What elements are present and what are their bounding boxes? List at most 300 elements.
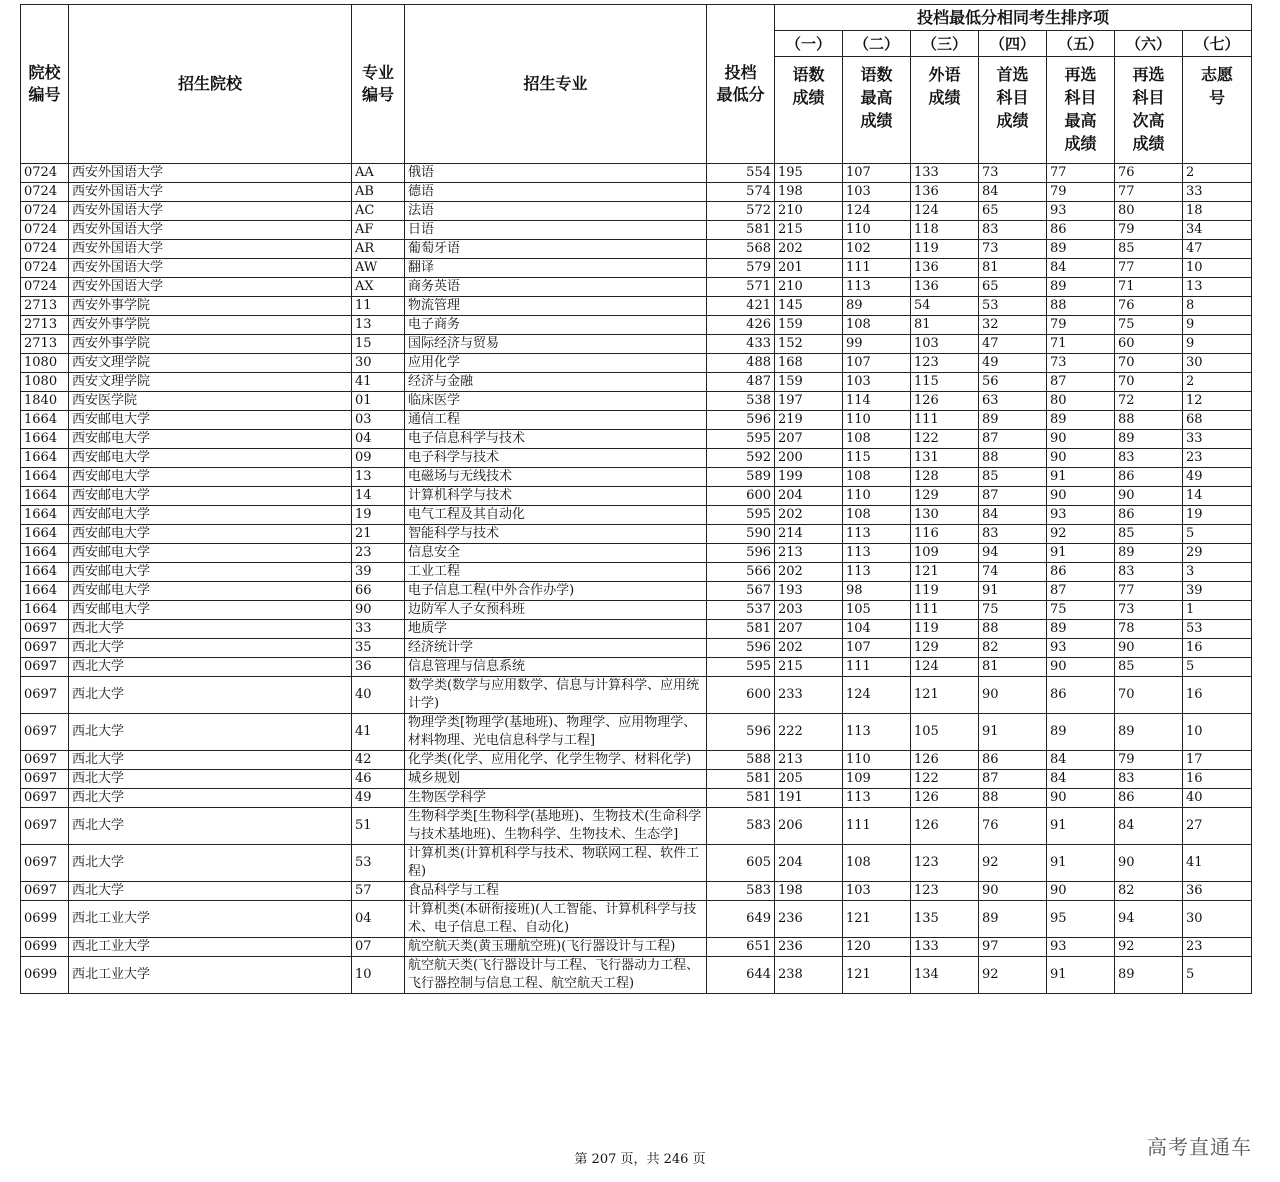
min-score-cell: 574 bbox=[707, 183, 775, 202]
major-name-cell: 通信工程 bbox=[405, 411, 707, 430]
tiebreak-4-cell: 73 bbox=[979, 240, 1047, 259]
tiebreak-3-cell: 126 bbox=[911, 789, 979, 808]
major-name-cell: 电磁场与无线技术 bbox=[405, 468, 707, 487]
major-code-cell: AR bbox=[352, 240, 405, 259]
table-row bbox=[21, 957, 1252, 994]
school-name-cell: 西安邮电大学 bbox=[69, 449, 352, 468]
table-row bbox=[21, 582, 1252, 601]
tiebreak-4-cell: 90 bbox=[979, 677, 1047, 714]
tiebreak-7-cell: 3 bbox=[1183, 563, 1252, 582]
major-code-cell: 66 bbox=[352, 582, 405, 601]
tiebreak-1-cell: 207 bbox=[775, 430, 843, 449]
tiebreak-7-cell: 2 bbox=[1183, 164, 1252, 183]
tiebreak-3-cell: 116 bbox=[911, 525, 979, 544]
school-code-cell: 1664 bbox=[21, 468, 69, 487]
tiebreak-7-cell: 17 bbox=[1183, 751, 1252, 770]
min-score-cell: 581 bbox=[707, 789, 775, 808]
tiebreak-5-cell: 87 bbox=[1047, 373, 1115, 392]
tiebreak-1-cell: 215 bbox=[775, 221, 843, 240]
table-row bbox=[21, 639, 1252, 658]
tiebreak-4-cell: 86 bbox=[979, 751, 1047, 770]
header-order-7: （七） bbox=[1183, 31, 1252, 57]
tiebreak-1-cell: 202 bbox=[775, 639, 843, 658]
major-name-cell: 法语 bbox=[405, 202, 707, 221]
tiebreak-1-cell: 206 bbox=[775, 808, 843, 845]
tiebreak-2-cell: 99 bbox=[843, 335, 911, 354]
tiebreak-3-cell: 54 bbox=[911, 297, 979, 316]
header-item-6: 再选 科目 次高 成绩 bbox=[1115, 57, 1183, 164]
major-code-cell: 33 bbox=[352, 620, 405, 639]
major-name-cell: 电子信息工程(中外合作办学) bbox=[405, 582, 707, 601]
school-name-cell: 西安外国语大学 bbox=[69, 164, 352, 183]
school-name-cell: 西安文理学院 bbox=[69, 373, 352, 392]
tiebreak-2-cell: 113 bbox=[843, 278, 911, 297]
tiebreak-7-cell: 47 bbox=[1183, 240, 1252, 259]
tiebreak-7-cell: 5 bbox=[1183, 658, 1252, 677]
tiebreak-4-cell: 89 bbox=[979, 901, 1047, 938]
tiebreak-3-cell: 136 bbox=[911, 278, 979, 297]
tiebreak-5-cell: 93 bbox=[1047, 202, 1115, 221]
tiebreak-3-cell: 123 bbox=[911, 845, 979, 882]
tiebreak-2-cell: 98 bbox=[843, 582, 911, 601]
major-code-cell: 23 bbox=[352, 544, 405, 563]
table-row bbox=[21, 392, 1252, 411]
tiebreak-7-cell: 12 bbox=[1183, 392, 1252, 411]
header-school-name: 招生院校 bbox=[69, 5, 352, 164]
major-code-cell: 57 bbox=[352, 882, 405, 901]
tiebreak-7-cell: 1 bbox=[1183, 601, 1252, 620]
school-code-cell: 1664 bbox=[21, 544, 69, 563]
table-row bbox=[21, 411, 1252, 430]
table-row bbox=[21, 335, 1252, 354]
tiebreak-3-cell: 119 bbox=[911, 240, 979, 259]
table-row bbox=[21, 221, 1252, 240]
table-row bbox=[21, 373, 1252, 392]
table-row bbox=[21, 751, 1252, 770]
tiebreak-5-cell: 84 bbox=[1047, 751, 1115, 770]
tiebreak-7-cell: 36 bbox=[1183, 882, 1252, 901]
min-score-cell: 567 bbox=[707, 582, 775, 601]
min-score-cell: 595 bbox=[707, 430, 775, 449]
school-name-cell: 西安邮电大学 bbox=[69, 582, 352, 601]
tiebreak-7-cell: 9 bbox=[1183, 335, 1252, 354]
tiebreak-4-cell: 88 bbox=[979, 789, 1047, 808]
school-code-cell: 1664 bbox=[21, 601, 69, 620]
tiebreak-2-cell: 107 bbox=[843, 164, 911, 183]
major-code-cell: 39 bbox=[352, 563, 405, 582]
major-code-cell: 46 bbox=[352, 770, 405, 789]
tiebreak-3-cell: 119 bbox=[911, 620, 979, 639]
tiebreak-1-cell: 202 bbox=[775, 240, 843, 259]
tiebreak-1-cell: 213 bbox=[775, 751, 843, 770]
major-code-cell: 19 bbox=[352, 506, 405, 525]
tiebreak-3-cell: 123 bbox=[911, 354, 979, 373]
header-item-7: 志愿 号 bbox=[1183, 57, 1252, 164]
school-code-cell: 1080 bbox=[21, 354, 69, 373]
tiebreak-5-cell: 93 bbox=[1047, 639, 1115, 658]
tiebreak-7-cell: 33 bbox=[1183, 183, 1252, 202]
tiebreak-6-cell: 77 bbox=[1115, 183, 1183, 202]
major-name-cell: 城乡规划 bbox=[405, 770, 707, 789]
tiebreak-7-cell: 30 bbox=[1183, 354, 1252, 373]
major-name-cell: 应用化学 bbox=[405, 354, 707, 373]
major-code-cell: 42 bbox=[352, 751, 405, 770]
tiebreak-7-cell: 27 bbox=[1183, 808, 1252, 845]
tiebreak-3-cell: 136 bbox=[911, 183, 979, 202]
header-order-5: （五） bbox=[1047, 31, 1115, 57]
school-code-cell: 0724 bbox=[21, 259, 69, 278]
tiebreak-4-cell: 94 bbox=[979, 544, 1047, 563]
school-name-cell: 西北工业大学 bbox=[69, 957, 352, 994]
min-score-cell: 590 bbox=[707, 525, 775, 544]
tiebreak-5-cell: 91 bbox=[1047, 468, 1115, 487]
table-row bbox=[21, 620, 1252, 639]
header-order-1: （一） bbox=[775, 31, 843, 57]
school-name-cell: 西安外国语大学 bbox=[69, 202, 352, 221]
table-row bbox=[21, 789, 1252, 808]
major-code-cell: 09 bbox=[352, 449, 405, 468]
table-row bbox=[21, 658, 1252, 677]
major-name-cell: 物理学类[物理学(基地班)、物理学、应用物理学、材料物理、光电信息科学与工程] bbox=[405, 714, 707, 751]
header-item-2: 语数 最高 成绩 bbox=[843, 57, 911, 164]
major-name-cell: 航空航天类(飞行器设计与工程、飞行器动力工程、飞行器控制与信息工程、航空航天工程) bbox=[405, 957, 707, 994]
tiebreak-2-cell: 103 bbox=[843, 183, 911, 202]
tiebreak-4-cell: 83 bbox=[979, 525, 1047, 544]
tiebreak-7-cell: 16 bbox=[1183, 639, 1252, 658]
min-score-cell: 583 bbox=[707, 882, 775, 901]
major-code-cell: 07 bbox=[352, 938, 405, 957]
tiebreak-3-cell: 124 bbox=[911, 658, 979, 677]
min-score-cell: 426 bbox=[707, 316, 775, 335]
tiebreak-7-cell: 13 bbox=[1183, 278, 1252, 297]
major-code-cell: 36 bbox=[352, 658, 405, 677]
tiebreak-1-cell: 198 bbox=[775, 882, 843, 901]
tiebreak-2-cell: 124 bbox=[843, 202, 911, 221]
tiebreak-2-cell: 113 bbox=[843, 544, 911, 563]
tiebreak-3-cell: 133 bbox=[911, 938, 979, 957]
tiebreak-2-cell: 110 bbox=[843, 221, 911, 240]
tiebreak-1-cell: 199 bbox=[775, 468, 843, 487]
min-score-cell: 566 bbox=[707, 563, 775, 582]
min-score-cell: 592 bbox=[707, 449, 775, 468]
table-row bbox=[21, 845, 1252, 882]
tiebreak-1-cell: 152 bbox=[775, 335, 843, 354]
school-code-cell: 1080 bbox=[21, 373, 69, 392]
tiebreak-6-cell: 89 bbox=[1115, 957, 1183, 994]
major-name-cell: 智能科学与技术 bbox=[405, 525, 707, 544]
tiebreak-2-cell: 107 bbox=[843, 354, 911, 373]
table-row bbox=[21, 259, 1252, 278]
tiebreak-4-cell: 65 bbox=[979, 202, 1047, 221]
tiebreak-7-cell: 2 bbox=[1183, 373, 1252, 392]
tiebreak-3-cell: 111 bbox=[911, 411, 979, 430]
table-row bbox=[21, 808, 1252, 845]
school-name-cell: 西安邮电大学 bbox=[69, 601, 352, 620]
tiebreak-1-cell: 200 bbox=[775, 449, 843, 468]
tiebreak-7-cell: 16 bbox=[1183, 770, 1252, 789]
tiebreak-5-cell: 91 bbox=[1047, 808, 1115, 845]
page-number: 第 207 页，共 246 页 bbox=[574, 1152, 706, 1167]
tiebreak-6-cell: 83 bbox=[1115, 449, 1183, 468]
tiebreak-1-cell: 219 bbox=[775, 411, 843, 430]
school-code-cell: 0724 bbox=[21, 221, 69, 240]
tiebreak-6-cell: 84 bbox=[1115, 808, 1183, 845]
school-name-cell: 西安邮电大学 bbox=[69, 411, 352, 430]
school-name-cell: 西安邮电大学 bbox=[69, 430, 352, 449]
table-row bbox=[21, 183, 1252, 202]
tiebreak-2-cell: 107 bbox=[843, 639, 911, 658]
tiebreak-7-cell: 40 bbox=[1183, 789, 1252, 808]
tiebreak-1-cell: 202 bbox=[775, 506, 843, 525]
school-code-cell: 0697 bbox=[21, 620, 69, 639]
table-row bbox=[21, 316, 1252, 335]
tiebreak-4-cell: 85 bbox=[979, 468, 1047, 487]
school-code-cell: 1840 bbox=[21, 392, 69, 411]
min-score-cell: 595 bbox=[707, 658, 775, 677]
tiebreak-1-cell: 202 bbox=[775, 563, 843, 582]
major-code-cell: 30 bbox=[352, 354, 405, 373]
table-row bbox=[21, 164, 1252, 183]
admission-score-table bbox=[20, 4, 1252, 994]
table-row bbox=[21, 278, 1252, 297]
tiebreak-4-cell: 53 bbox=[979, 297, 1047, 316]
tiebreak-4-cell: 97 bbox=[979, 938, 1047, 957]
tiebreak-5-cell: 89 bbox=[1047, 240, 1115, 259]
tiebreak-3-cell: 81 bbox=[911, 316, 979, 335]
school-code-cell: 0724 bbox=[21, 202, 69, 221]
tiebreak-7-cell: 68 bbox=[1183, 411, 1252, 430]
tiebreak-6-cell: 89 bbox=[1115, 430, 1183, 449]
tiebreak-4-cell: 65 bbox=[979, 278, 1047, 297]
tiebreak-6-cell: 70 bbox=[1115, 354, 1183, 373]
tiebreak-1-cell: 222 bbox=[775, 714, 843, 751]
major-code-cell: AX bbox=[352, 278, 405, 297]
table-row bbox=[21, 714, 1252, 751]
major-code-cell: AA bbox=[352, 164, 405, 183]
tiebreak-5-cell: 92 bbox=[1047, 525, 1115, 544]
header-item-5: 再选 科目 最高 成绩 bbox=[1047, 57, 1115, 164]
tiebreak-5-cell: 79 bbox=[1047, 183, 1115, 202]
school-name-cell: 西安外国语大学 bbox=[69, 278, 352, 297]
tiebreak-2-cell: 89 bbox=[843, 297, 911, 316]
table-row bbox=[21, 525, 1252, 544]
tiebreak-2-cell: 113 bbox=[843, 563, 911, 582]
tiebreak-2-cell: 108 bbox=[843, 468, 911, 487]
major-code-cell: AW bbox=[352, 259, 405, 278]
tiebreak-2-cell: 110 bbox=[843, 751, 911, 770]
major-code-cell: 13 bbox=[352, 468, 405, 487]
tiebreak-6-cell: 78 bbox=[1115, 620, 1183, 639]
tiebreak-7-cell: 10 bbox=[1183, 259, 1252, 278]
table-row bbox=[21, 506, 1252, 525]
major-name-cell: 日语 bbox=[405, 221, 707, 240]
tiebreak-4-cell: 63 bbox=[979, 392, 1047, 411]
tiebreak-1-cell: 210 bbox=[775, 278, 843, 297]
table-row bbox=[21, 901, 1252, 938]
header-order-6: （六） bbox=[1115, 31, 1183, 57]
tiebreak-5-cell: 79 bbox=[1047, 316, 1115, 335]
tiebreak-6-cell: 76 bbox=[1115, 297, 1183, 316]
tiebreak-2-cell: 114 bbox=[843, 392, 911, 411]
table-row bbox=[21, 240, 1252, 259]
min-score-cell: 605 bbox=[707, 845, 775, 882]
major-code-cell: 04 bbox=[352, 430, 405, 449]
tiebreak-3-cell: 109 bbox=[911, 544, 979, 563]
major-name-cell: 物流管理 bbox=[405, 297, 707, 316]
major-code-cell: 04 bbox=[352, 901, 405, 938]
tiebreak-3-cell: 126 bbox=[911, 751, 979, 770]
major-name-cell: 经济与金融 bbox=[405, 373, 707, 392]
min-score-cell: 589 bbox=[707, 468, 775, 487]
major-code-cell: 03 bbox=[352, 411, 405, 430]
tiebreak-5-cell: 90 bbox=[1047, 789, 1115, 808]
tiebreak-5-cell: 90 bbox=[1047, 430, 1115, 449]
min-score-cell: 595 bbox=[707, 506, 775, 525]
major-name-cell: 电子商务 bbox=[405, 316, 707, 335]
school-name-cell: 西北大学 bbox=[69, 808, 352, 845]
tiebreak-2-cell: 108 bbox=[843, 316, 911, 335]
header-item-4: 首选 科目 成绩 bbox=[979, 57, 1047, 164]
tiebreak-5-cell: 75 bbox=[1047, 601, 1115, 620]
tiebreak-7-cell: 9 bbox=[1183, 316, 1252, 335]
table-row bbox=[21, 297, 1252, 316]
min-score-cell: 600 bbox=[707, 677, 775, 714]
tiebreak-1-cell: 168 bbox=[775, 354, 843, 373]
min-score-cell: 588 bbox=[707, 751, 775, 770]
min-score-cell: 596 bbox=[707, 714, 775, 751]
tiebreak-1-cell: 195 bbox=[775, 164, 843, 183]
header-major-code: 专业 编号 bbox=[352, 5, 405, 164]
tiebreak-7-cell: 16 bbox=[1183, 677, 1252, 714]
header-min-score: 投档 最低分 bbox=[707, 5, 775, 164]
major-name-cell: 德语 bbox=[405, 183, 707, 202]
tiebreak-3-cell: 119 bbox=[911, 582, 979, 601]
table-row bbox=[21, 882, 1252, 901]
tiebreak-5-cell: 89 bbox=[1047, 714, 1115, 751]
tiebreak-6-cell: 90 bbox=[1115, 639, 1183, 658]
major-code-cell: 49 bbox=[352, 789, 405, 808]
tiebreak-4-cell: 92 bbox=[979, 957, 1047, 994]
tiebreak-3-cell: 121 bbox=[911, 677, 979, 714]
tiebreak-3-cell: 121 bbox=[911, 563, 979, 582]
major-name-cell: 工业工程 bbox=[405, 563, 707, 582]
school-code-cell: 2713 bbox=[21, 316, 69, 335]
school-code-cell: 2713 bbox=[21, 297, 69, 316]
school-name-cell: 西北大学 bbox=[69, 882, 352, 901]
tiebreak-1-cell: 236 bbox=[775, 938, 843, 957]
school-name-cell: 西安邮电大学 bbox=[69, 506, 352, 525]
school-name-cell: 西安外国语大学 bbox=[69, 221, 352, 240]
tiebreak-5-cell: 89 bbox=[1047, 620, 1115, 639]
school-name-cell: 西北大学 bbox=[69, 639, 352, 658]
tiebreak-3-cell: 118 bbox=[911, 221, 979, 240]
school-code-cell: 1664 bbox=[21, 430, 69, 449]
major-name-cell: 国际经济与贸易 bbox=[405, 335, 707, 354]
school-name-cell: 西安文理学院 bbox=[69, 354, 352, 373]
tiebreak-6-cell: 73 bbox=[1115, 601, 1183, 620]
header-item-3: 外语 成绩 bbox=[911, 57, 979, 164]
tiebreak-1-cell: 198 bbox=[775, 183, 843, 202]
major-name-cell: 生物医学科学 bbox=[405, 789, 707, 808]
school-name-cell: 西安外国语大学 bbox=[69, 259, 352, 278]
table-row bbox=[21, 770, 1252, 789]
school-code-cell: 0724 bbox=[21, 183, 69, 202]
min-score-cell: 572 bbox=[707, 202, 775, 221]
school-code-cell: 1664 bbox=[21, 582, 69, 601]
min-score-cell: 649 bbox=[707, 901, 775, 938]
school-code-cell: 0724 bbox=[21, 278, 69, 297]
tiebreak-7-cell: 49 bbox=[1183, 468, 1252, 487]
tiebreak-1-cell: 233 bbox=[775, 677, 843, 714]
table-row bbox=[21, 354, 1252, 373]
header-tiebreak-title: 投档最低分相同考生排序项 bbox=[775, 5, 1252, 31]
major-name-cell: 信息管理与信息系统 bbox=[405, 658, 707, 677]
tiebreak-6-cell: 88 bbox=[1115, 411, 1183, 430]
min-score-cell: 644 bbox=[707, 957, 775, 994]
tiebreak-5-cell: 84 bbox=[1047, 770, 1115, 789]
tiebreak-7-cell: 39 bbox=[1183, 582, 1252, 601]
tiebreak-6-cell: 72 bbox=[1115, 392, 1183, 411]
tiebreak-1-cell: 210 bbox=[775, 202, 843, 221]
major-code-cell: 35 bbox=[352, 639, 405, 658]
tiebreak-7-cell: 14 bbox=[1183, 487, 1252, 506]
major-code-cell: 10 bbox=[352, 957, 405, 994]
tiebreak-6-cell: 79 bbox=[1115, 221, 1183, 240]
major-code-cell: 13 bbox=[352, 316, 405, 335]
school-name-cell: 西北大学 bbox=[69, 770, 352, 789]
major-name-cell: 计算机类(本研衔接班)(人工智能、计算机科学与技术、电子信息工程、自动化) bbox=[405, 901, 707, 938]
major-name-cell: 食品科学与工程 bbox=[405, 882, 707, 901]
major-code-cell: 14 bbox=[352, 487, 405, 506]
major-code-cell: 53 bbox=[352, 845, 405, 882]
min-score-cell: 596 bbox=[707, 411, 775, 430]
tiebreak-3-cell: 122 bbox=[911, 770, 979, 789]
tiebreak-7-cell: 10 bbox=[1183, 714, 1252, 751]
table-row bbox=[21, 449, 1252, 468]
tiebreak-5-cell: 86 bbox=[1047, 221, 1115, 240]
school-code-cell: 1664 bbox=[21, 411, 69, 430]
school-name-cell: 西安外事学院 bbox=[69, 297, 352, 316]
tiebreak-3-cell: 130 bbox=[911, 506, 979, 525]
tiebreak-5-cell: 91 bbox=[1047, 544, 1115, 563]
watermark-logo-text: 高考直通车 bbox=[1147, 1135, 1252, 1159]
tiebreak-2-cell: 105 bbox=[843, 601, 911, 620]
tiebreak-2-cell: 104 bbox=[843, 620, 911, 639]
table-row bbox=[21, 202, 1252, 221]
major-code-cell: AC bbox=[352, 202, 405, 221]
header-order-3: （三） bbox=[911, 31, 979, 57]
school-name-cell: 西安外国语大学 bbox=[69, 240, 352, 259]
school-name-cell: 西安邮电大学 bbox=[69, 544, 352, 563]
tiebreak-4-cell: 89 bbox=[979, 411, 1047, 430]
tiebreak-6-cell: 94 bbox=[1115, 901, 1183, 938]
tiebreak-4-cell: 88 bbox=[979, 449, 1047, 468]
tiebreak-2-cell: 120 bbox=[843, 938, 911, 957]
tiebreak-1-cell: 205 bbox=[775, 770, 843, 789]
major-code-cell: 40 bbox=[352, 677, 405, 714]
tiebreak-3-cell: 136 bbox=[911, 259, 979, 278]
major-name-cell: 电子信息科学与技术 bbox=[405, 430, 707, 449]
tiebreak-5-cell: 71 bbox=[1047, 335, 1115, 354]
tiebreak-5-cell: 87 bbox=[1047, 582, 1115, 601]
school-code-cell: 1664 bbox=[21, 487, 69, 506]
tiebreak-5-cell: 89 bbox=[1047, 278, 1115, 297]
tiebreak-6-cell: 70 bbox=[1115, 677, 1183, 714]
tiebreak-5-cell: 89 bbox=[1047, 411, 1115, 430]
tiebreak-3-cell: 123 bbox=[911, 882, 979, 901]
header-school-code: 院校 编号 bbox=[21, 5, 69, 164]
tiebreak-7-cell: 5 bbox=[1183, 525, 1252, 544]
